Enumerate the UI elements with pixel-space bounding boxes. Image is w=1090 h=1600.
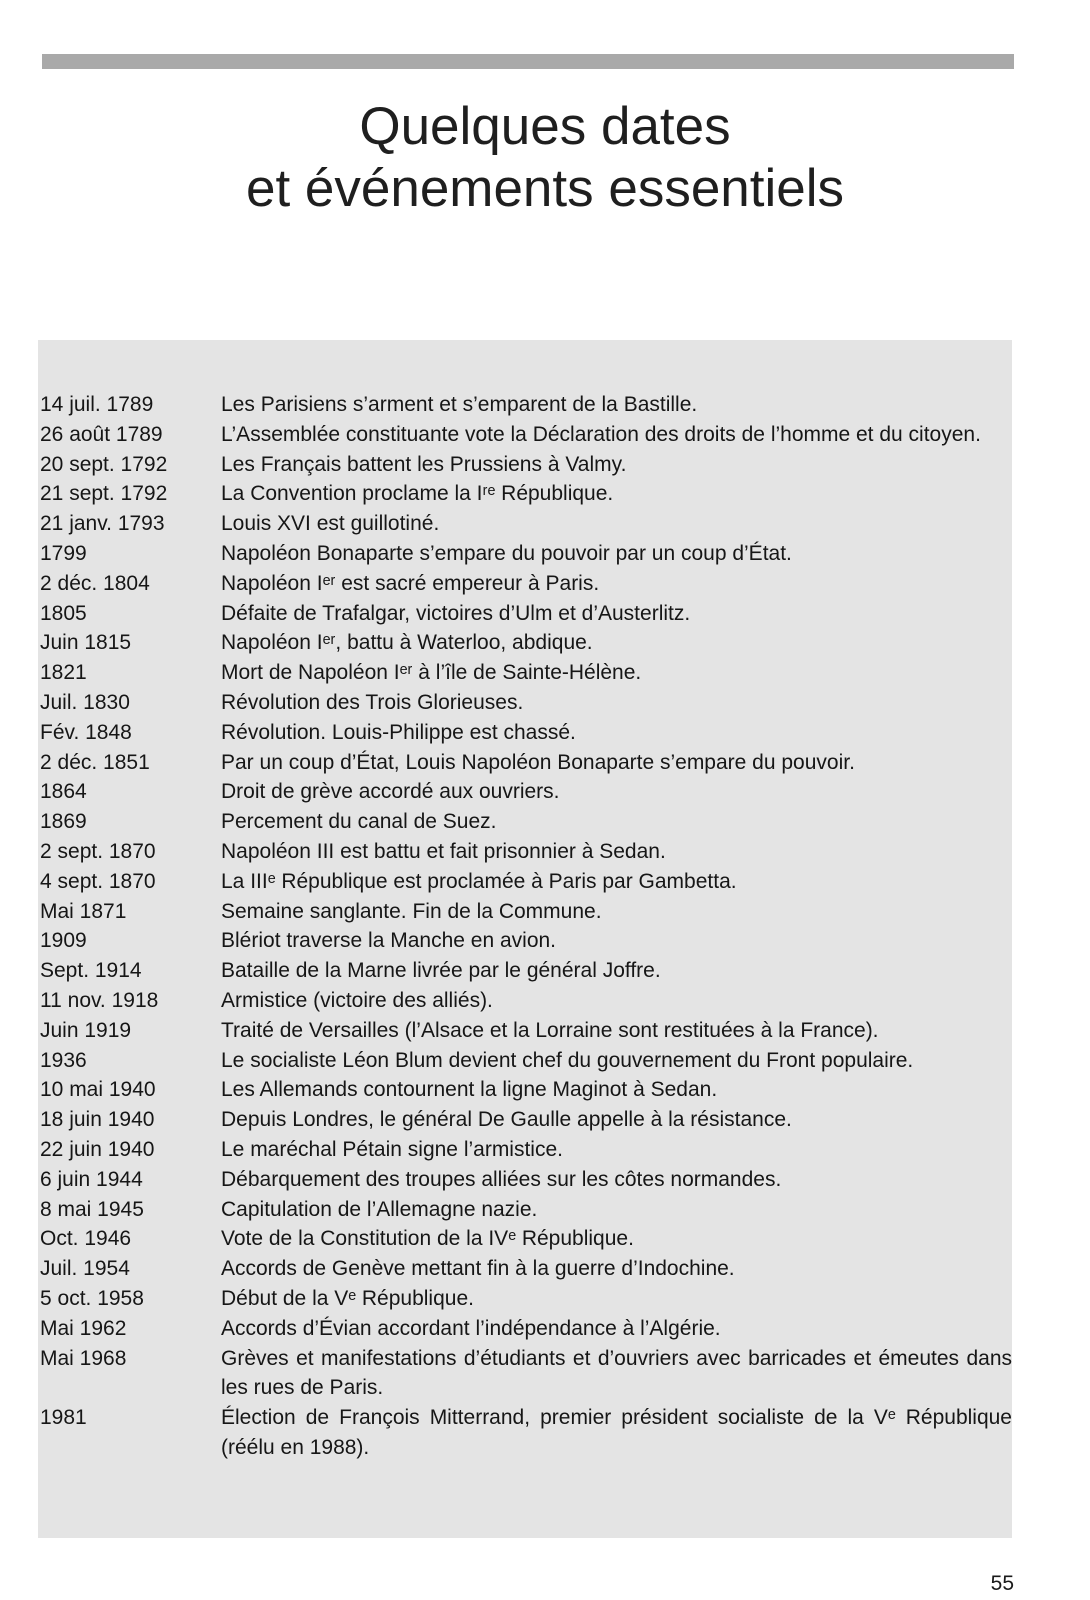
event-date: 22 juin 1940	[40, 1137, 155, 1161]
event-date: 1799	[40, 541, 87, 565]
event-date: Oct. 1946	[40, 1227, 132, 1251]
page-title	[0, 96, 1090, 220]
timeline-row	[40, 777, 1012, 807]
timeline-row	[40, 628, 1012, 658]
event-description: Bataille de la Marne livrée par le général Joffre.	[221, 959, 661, 983]
timeline-row	[40, 1224, 1012, 1254]
timeline-row	[40, 718, 1012, 748]
timeline-row	[40, 1284, 1012, 1314]
event-description: Débarquement des troupes alliées sur les côtes normandes.	[221, 1167, 782, 1191]
timeline-row	[40, 1135, 1012, 1165]
timeline-row	[40, 658, 1012, 688]
event-date: 1936	[40, 1048, 87, 1072]
event-description: Accords de Genève mettant fin à la guerre d’Indochine.	[221, 1257, 735, 1281]
timeline-row	[40, 569, 1012, 599]
event-description: Les Allemands contournent la ligne Maginot à Sedan.	[221, 1078, 718, 1102]
event-description: Par un coup d’État, Louis Napoléon Bonaparte s’empare du pouvoir.	[221, 750, 855, 774]
event-date: 18 juin 1940	[40, 1108, 155, 1132]
title-line-2: et événements essentiels	[245, 159, 845, 218]
event-description: Depuis Londres, le général De Gaulle appelle à la résistance.	[221, 1108, 792, 1132]
event-date: 20 sept. 1792	[40, 452, 168, 476]
timeline-row	[40, 420, 1012, 450]
event-date: Juin 1815	[40, 631, 132, 655]
event-description: Élection de François Mitterrand, premier président socialiste de la Vᵉ République (réélu en 1988).	[221, 1406, 1012, 1459]
event-date: 21 sept. 1792	[40, 482, 168, 506]
event-description: Blériot traverse la Manche en avion.	[221, 929, 557, 953]
event-date: Mai 1968	[40, 1346, 127, 1370]
event-date: Juin 1919	[40, 1018, 132, 1042]
timeline-row	[40, 748, 1012, 778]
event-description: Mort de Napoléon Iᵉʳ à l’île de Sainte-Hélène.	[221, 661, 642, 685]
event-date: 1909	[40, 929, 87, 953]
event-date: 1869	[40, 810, 87, 834]
timeline-row	[40, 1075, 1012, 1105]
event-description: Vote de la Constitution de la IVᵉ République.	[221, 1227, 634, 1251]
event-description: Capitulation de l’Allemagne nazie.	[221, 1197, 538, 1221]
event-description: Accords d’Évian accordant l’indépendance à l’Algérie.	[221, 1316, 721, 1340]
timeline-row	[40, 1254, 1012, 1284]
timeline-row	[40, 479, 1012, 509]
timeline-row	[40, 986, 1012, 1016]
event-description: Percement du canal de Suez.	[221, 810, 497, 834]
timeline-row	[40, 390, 1012, 420]
title-line-1: Quelques dates	[359, 97, 731, 156]
timeline-row	[40, 1016, 1012, 1046]
event-description: L’Assemblée constituante vote la Déclaration des droits de l’homme et du citoyen.	[221, 422, 981, 446]
event-date: 10 mai 1940	[40, 1078, 156, 1102]
event-date: 1864	[40, 780, 87, 804]
event-description: Les Parisiens s’arment et s’emparent de la Bastille.	[221, 393, 698, 416]
event-date: 1805	[40, 601, 87, 625]
event-date: 1821	[40, 661, 87, 685]
timeline-row	[40, 956, 1012, 986]
event-date: Mai 1871	[40, 899, 127, 923]
event-description: Révolution. Louis-Philippe est chassé.	[221, 720, 576, 744]
timeline-row	[40, 897, 1012, 927]
event-date: Juil. 1954	[40, 1257, 130, 1281]
event-date: 26 août 1789	[40, 422, 163, 446]
event-description: Défaite de Trafalgar, victoires d’Ulm et d’Austerlitz.	[221, 601, 691, 625]
event-date: 2 déc. 1851	[40, 750, 150, 774]
timeline-row	[40, 1195, 1012, 1225]
event-description: Traité de Versailles (l’Alsace et la Lorraine sont restituées à la France).	[221, 1018, 879, 1042]
event-date: Mai 1962	[40, 1316, 127, 1340]
timeline-row	[40, 688, 1012, 718]
timeline-row	[40, 1344, 1012, 1404]
event-date: 2 déc. 1804	[40, 571, 150, 595]
timeline-row	[40, 867, 1012, 897]
event-date: 2 sept. 1870	[40, 839, 156, 863]
top-rule	[42, 54, 1014, 69]
timeline-row	[40, 1403, 1012, 1463]
event-date: 14 juil. 1789	[40, 393, 154, 416]
event-date: 11 nov. 1918	[40, 988, 159, 1012]
event-description: Napoléon Iᵉʳ, battu à Waterloo, abdique.	[221, 631, 593, 655]
timeline-row	[40, 599, 1012, 629]
event-date: Juil. 1830	[40, 690, 130, 714]
event-description: Début de la Vᵉ République.	[221, 1286, 474, 1310]
timeline-row	[40, 450, 1012, 480]
timeline-row	[40, 1165, 1012, 1195]
timeline-list	[40, 390, 1012, 1463]
timeline-row	[40, 509, 1012, 539]
timeline-row	[40, 926, 1012, 956]
timeline-row	[40, 837, 1012, 867]
event-date: 6 juin 1944	[40, 1167, 143, 1191]
event-description: Louis XVI est guillotiné.	[221, 512, 440, 536]
timeline-row	[40, 1105, 1012, 1135]
page-number: 55	[990, 1572, 1014, 1595]
event-description: La Convention proclame la Iʳᵉ République.	[221, 482, 614, 506]
event-description: Les Français battent les Prussiens à Valmy.	[221, 452, 627, 476]
event-description: Napoléon Iᵉʳ est sacré empereur à Paris.	[221, 571, 600, 595]
event-description: Le socialiste Léon Blum devient chef du gouvernement du Front populaire.	[221, 1048, 914, 1072]
event-description: Droit de grève accordé aux ouvriers.	[221, 780, 560, 804]
event-date: 1981	[40, 1406, 87, 1430]
event-description: Napoléon Bonaparte s’empare du pouvoir par un coup d’État.	[221, 541, 792, 565]
timeline-row	[40, 1046, 1012, 1076]
event-date: Sept. 1914	[40, 959, 142, 983]
timeline-row	[40, 807, 1012, 837]
event-description: Armistice (victoire des alliés).	[221, 988, 493, 1012]
timeline-row	[40, 539, 1012, 569]
event-date: 8 mai 1945	[40, 1197, 144, 1221]
event-date: 5 oct. 1958	[40, 1286, 144, 1310]
event-date: 4 sept. 1870	[40, 869, 156, 893]
event-description: La IIIᵉ République est proclamée à Paris par Gambetta.	[221, 869, 737, 893]
timeline-row	[40, 1314, 1012, 1344]
event-description: Grèves et manifestations d’étudiants et d’ouvriers avec barricades et émeutes dans les rues de Paris.	[221, 1346, 1012, 1400]
event-description: Le maréchal Pétain signe l’armistice.	[221, 1137, 563, 1161]
event-description: Semaine sanglante. Fin de la Commune.	[221, 899, 602, 923]
event-date: 21 janv. 1793	[40, 512, 165, 536]
event-description: Napoléon III est battu et fait prisonnier à Sedan.	[221, 839, 666, 863]
event-description: Révolution des Trois Glorieuses.	[221, 690, 524, 714]
event-date: Fév. 1848	[40, 720, 132, 744]
